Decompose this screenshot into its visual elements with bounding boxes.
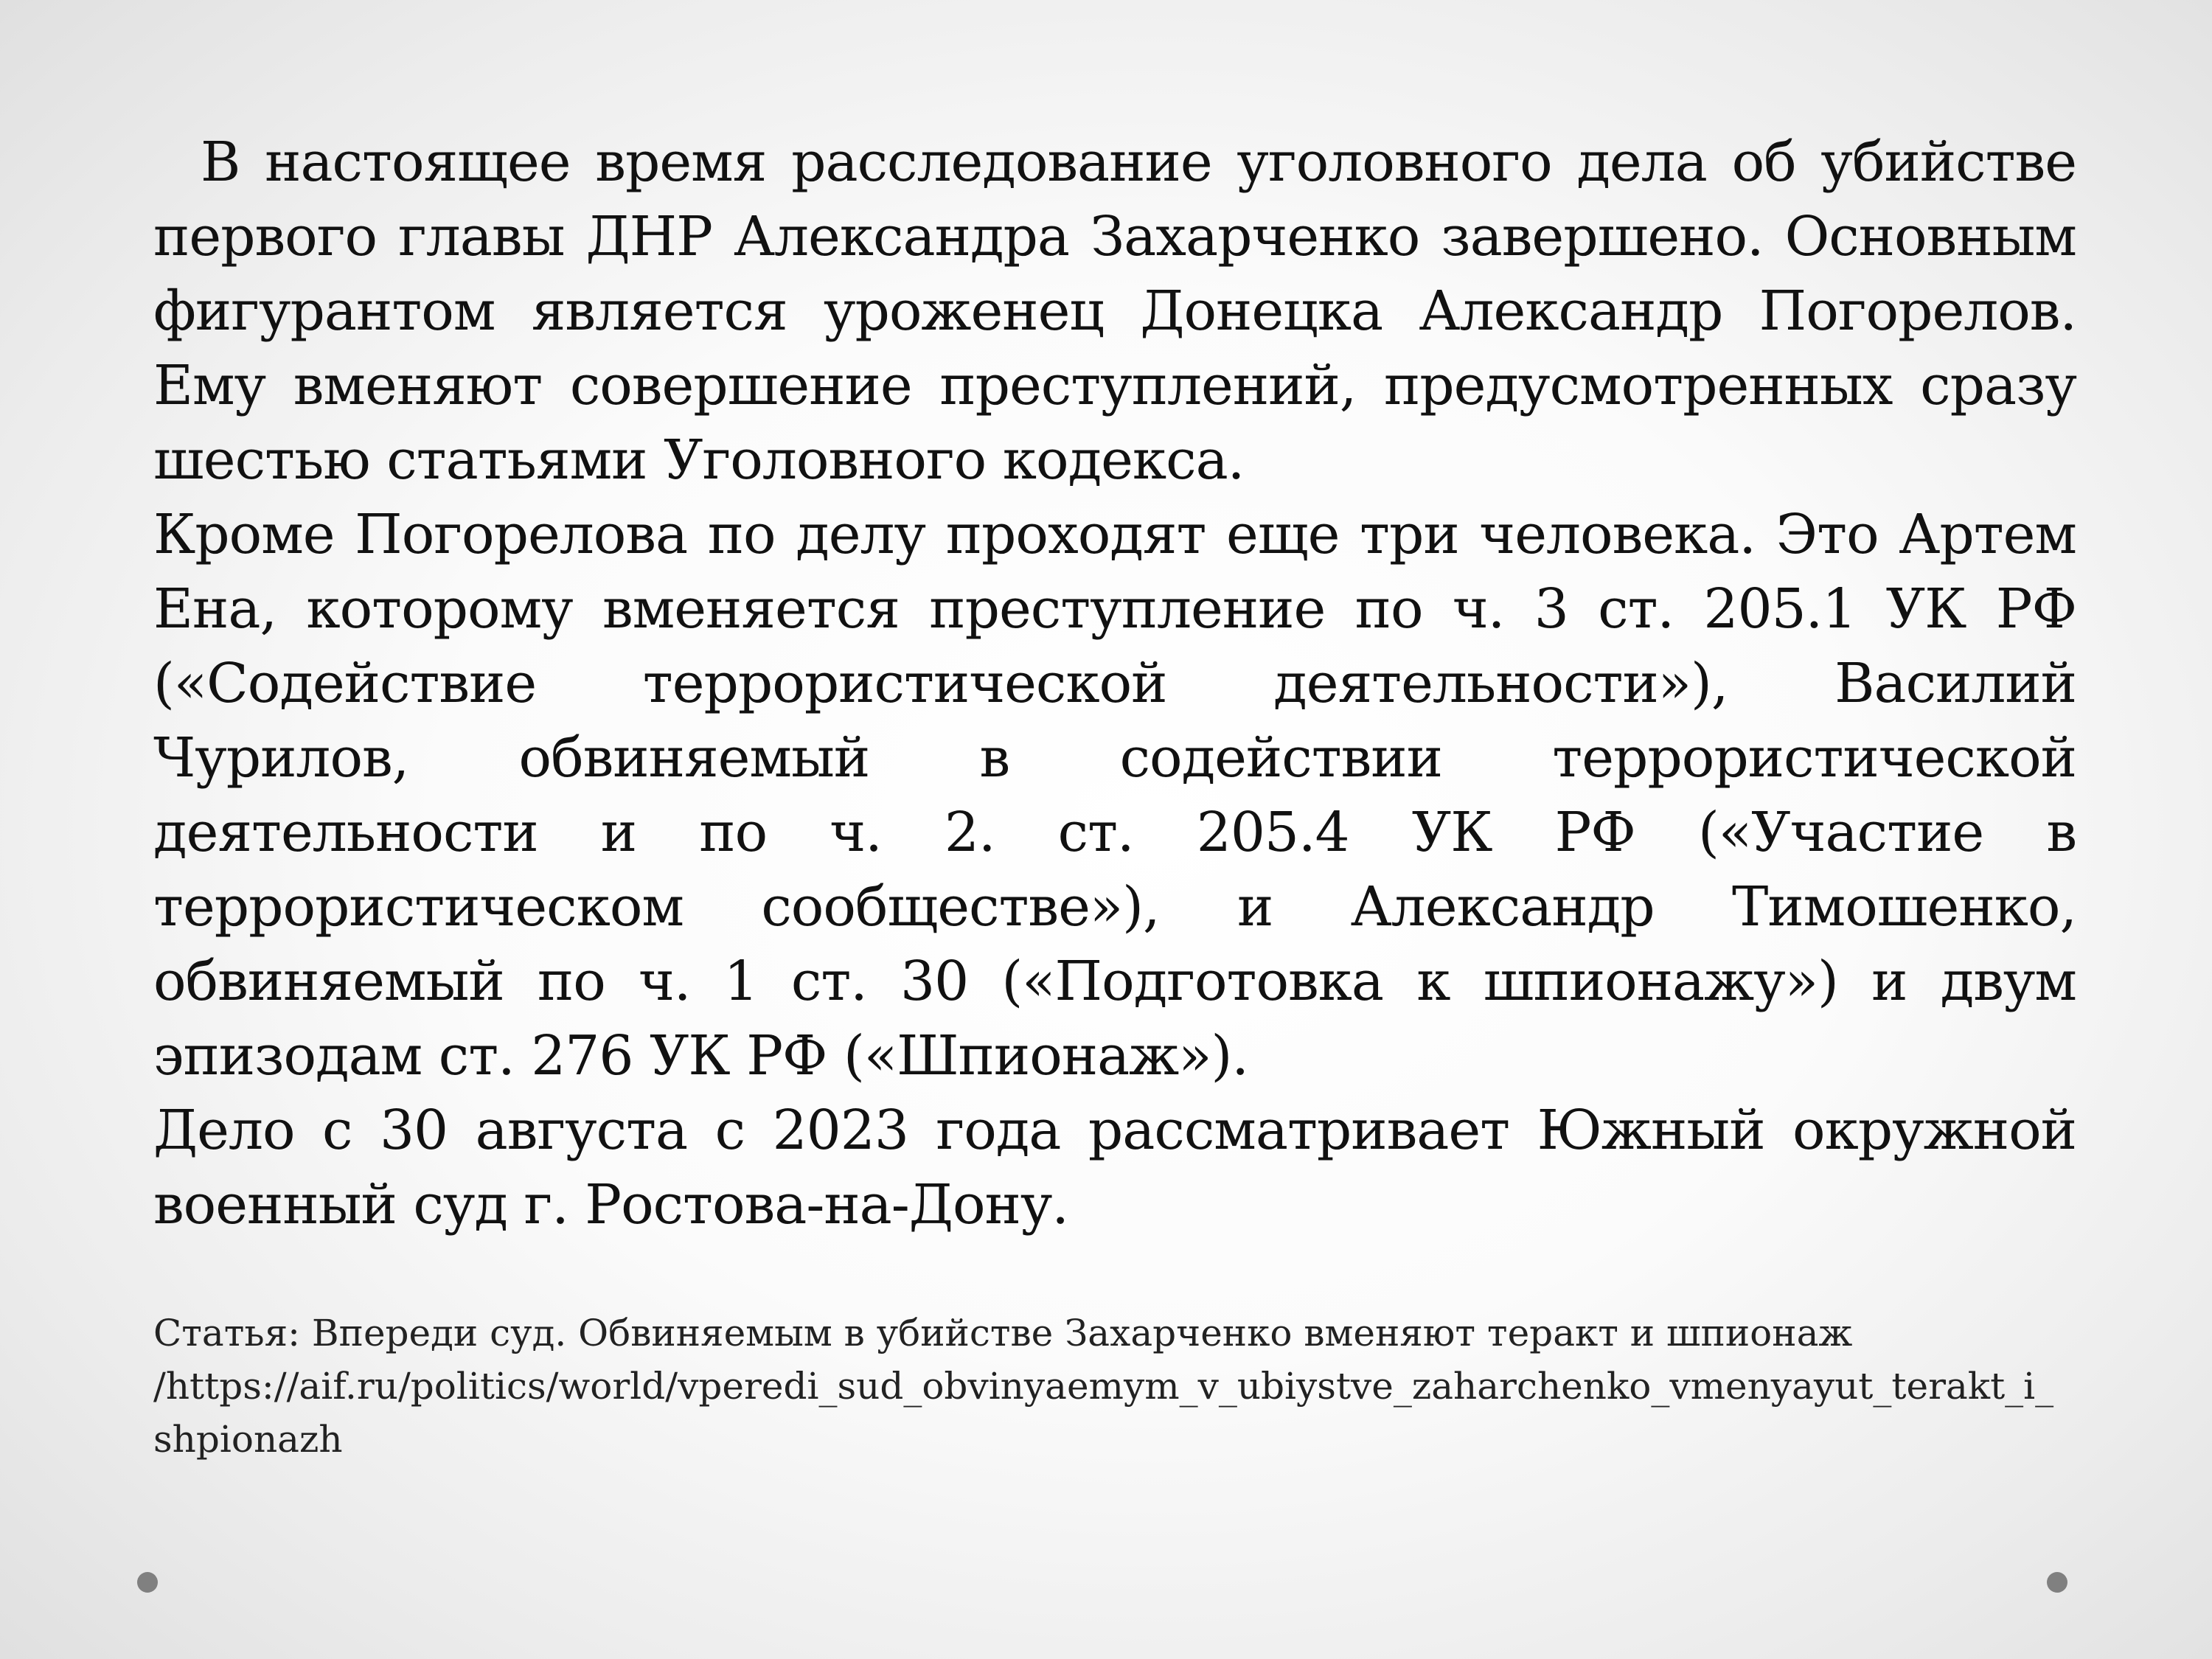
bullet-dot-right-icon bbox=[2047, 1572, 2067, 1593]
source-title: Статья: Впереди суд. Обвиняемым в убийстве Захарченко вменяют теракт и шпионаж bbox=[153, 1312, 1853, 1354]
bullet-dot-left-icon bbox=[137, 1572, 158, 1593]
paragraph-investigation: В настоящее время расследование уголовного дела об убийстве первого главы ДНР Александра Захарченко завершено. Основным фигурантом является уроженец Донецка Александр Погорелов. Ему вменяют совершение преступлений, предусмотренных сразу шестью статьями Уголовного кодекса. bbox=[153, 131, 2076, 492]
paragraph-court: Дело с 30 августа с 2023 года рассматривает Южный окружной военный суд г. Ростова-на-Дону. bbox=[153, 1099, 2076, 1237]
main-text bbox=[153, 125, 2076, 1242]
source-citation bbox=[153, 1307, 2070, 1466]
paragraph-defendants: Кроме Погорелова по делу проходят еще три человека. Это Артем Ена, которому вменяется преступление по ч. 3 ст. 205.1 УК РФ («Содействие террористической деятельности»), Василий Чурилов, обвиняемый в содействии террористической деятельности и по ч. 2. ст. 205.4 УК РФ («Участие в террористическом сообществе»), и Александр Тимошенко, обвиняемый по ч. 1 ст. 30 («Подготовка к шпионажу») и двум эпизодам ст. 276 УК РФ («Шпионаж»). bbox=[153, 503, 2076, 1088]
source-url: /https://aif.ru/politics/world/vperedi_sud_obvinyaemym_v_ubiystve_zaharchenko_vmenyayut_terakt_i_shpionazh bbox=[153, 1365, 2054, 1461]
